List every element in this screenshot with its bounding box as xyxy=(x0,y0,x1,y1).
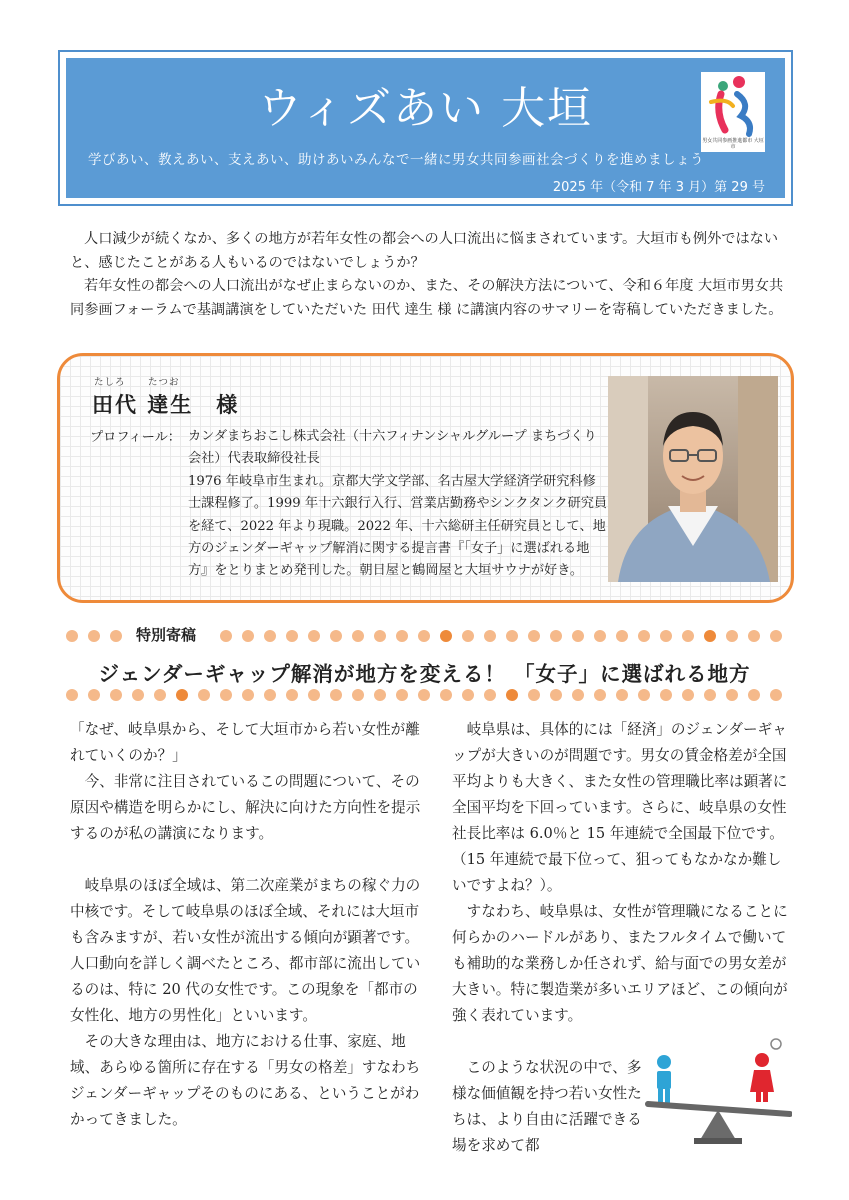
gender-balance-illustration xyxy=(644,1036,792,1146)
intro-paragraph: 人口減少が続くなか、多くの地方が若年女性の都会への人口流出に悩まされています。大垣市も例外ではないと、感じたことがある人もいるのではないでしょうか？ xyxy=(70,231,779,271)
article-paragraph: 岐阜県のほぼ全域は、第二次産業がまちの稼ぐ力の中核です。そして岐阜県のほぼ全域、それには大垣市も含みますが、若い女性が流出する傾向が顕著です。人口動向を詳しく調べたところ、都市部に流出しているのは、特に 20 代の女性です。この現象を「都市の女性化、地方の男性化」といいます。 xyxy=(70,877,421,1024)
header-banner xyxy=(58,50,793,206)
logo-caption: 男女共同参画推進都市 大垣市 xyxy=(702,138,764,150)
article-paragraph: 今、非常に注目されているこの問題について、その原因や構造を明らかにし、解決に向けた方向性を提示するのが私の講演になります。 xyxy=(70,773,421,842)
profile-line: カンダまちおこし株式会社（十六フィナンシャルグループ まちづくり会社）代表取締役社長 xyxy=(188,429,597,467)
article-paragraph: このような状況の中で、多様な価値観を持つ若い女性たちは、より自由に活躍できる場を求めて都 xyxy=(452,1059,642,1154)
intro-text xyxy=(70,228,790,322)
city-logo xyxy=(701,72,765,152)
newsletter-title: ウィズあい 大垣 xyxy=(257,83,594,134)
article-paragraph: すなわち、岐阜県は、女性が管理職になることに何らかのハードルがあり、またフルタイムで働いても補助的な業務しか任されず、給与面での男女差が大きい。特に製造業が多いエリアほど、この傾向が強く表れています。 xyxy=(452,903,788,1024)
speaker-name: 田代 達生 様 xyxy=(92,392,240,417)
dots-divider-bottom xyxy=(66,689,786,703)
article-tag: 特別寄稿 xyxy=(130,624,202,645)
speaker-photo xyxy=(608,376,778,582)
article-paragraph: 岐阜県は、具体的には「経済」のジェンダーギャップが大きいのが問題です。男女の賃金格差が全国平均よりも大きく、また女性の管理職比率は顕著に全国平均を下回っています。さらに、岐阜県の女性社長比率は 6.0％と 15 年連続で全国最下位です。（15 年連続で最下位って、狙ってもなかなか難しいですよね？）。 xyxy=(452,721,788,894)
profile-text xyxy=(188,426,608,583)
profile-box xyxy=(57,353,794,603)
article-headline: ジェンダーギャップ解消が地方を変える！ 「女子」に選ばれる地方 xyxy=(98,662,751,686)
article-paragraph: 「なぜ、岐阜県から、そして大垣市から若い女性が離れていくのか？」 xyxy=(70,721,420,764)
name-ruby-family: たしろ xyxy=(94,377,126,388)
banner-background xyxy=(66,58,785,198)
city-logo-icon xyxy=(701,72,765,140)
article-column-left xyxy=(70,717,426,1133)
issue-number: 2025 年（令和 7 年 3 月）第 29 号 xyxy=(552,180,765,195)
newsletter-subtitle: 学びあい、教えあい、支えあい、助けあいみんなで一緒に男女共同参画社会づくりを進めましょう xyxy=(88,152,704,168)
profile-label: プロフィール： xyxy=(90,430,181,445)
intro-paragraph: 若年女性の都会への人口流出がなぜ止まらないのか、また、その解決方法について、令和６年度 大垣市男女共同参画フォーラムで基調講演をしていただいた 田代 達生 様 に講演内容のサマリーを寄稿していただきました。 xyxy=(70,278,784,318)
paragraph-gap xyxy=(70,847,426,873)
speaker-portrait-image xyxy=(608,376,778,582)
profile-line: 1976 年岐阜市生まれ。京都大学文学部、名古屋大学経済学研究科修士課程修了。1999 年十六銀行入行、営業店勤務やシンクタンク研究員を経て、2022 年より現職。2022 年、十六総研主任研究員として、地方のジェンダーギャップ解消に関する提言書『「女子」に選ばれる地方』をとりまとめ発刊した。朝日屋と鶴岡屋と大垣サウナが好き。 xyxy=(188,473,608,579)
seesaw-icon xyxy=(644,1036,792,1146)
article-paragraph: その大きな理由は、地方における仕事、家庭、地域、あらゆる箇所に存在する「男女の格差」すなわちジェンダーギャップそのものにある、ということがわかってきました。 xyxy=(70,1033,421,1128)
name-ruby-given: たつお xyxy=(148,377,180,388)
